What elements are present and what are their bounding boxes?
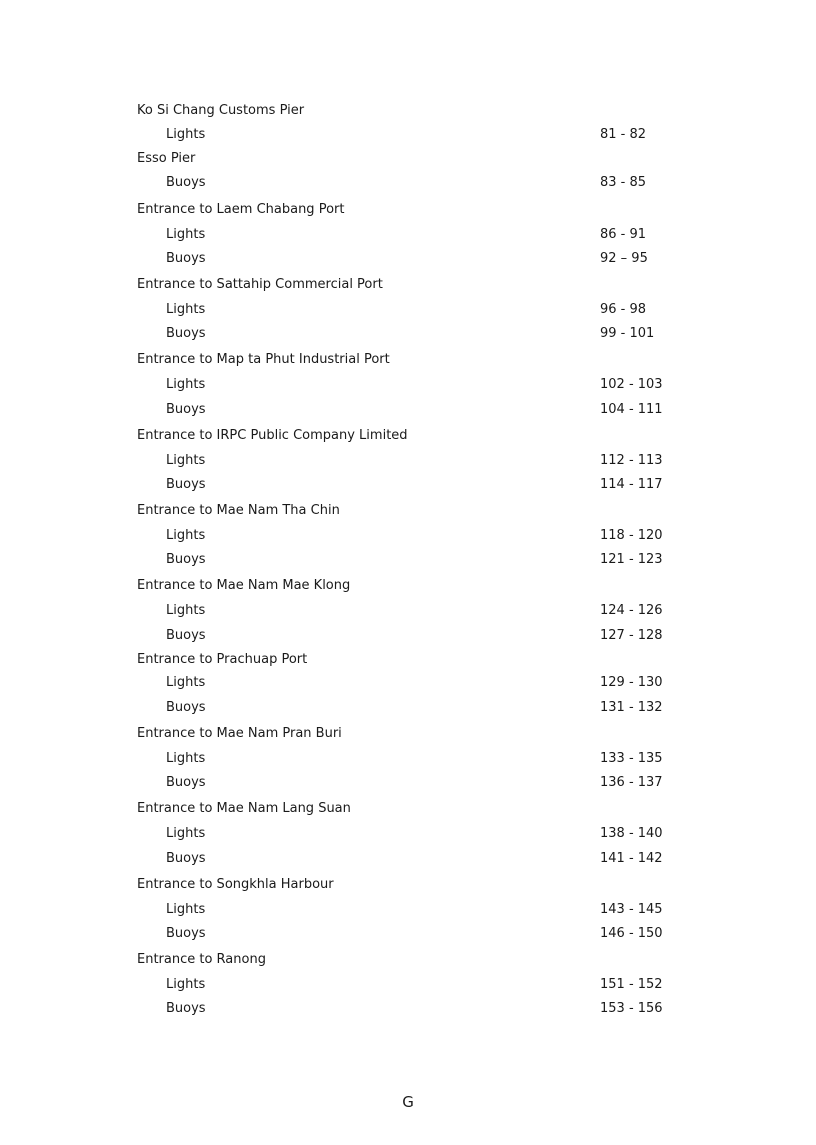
section-title: Entrance to Mae Nam Mae Klong <box>137 578 351 593</box>
section-title: Entrance to Mae Nam Pran Buri <box>137 726 342 741</box>
entry-label: Lights <box>166 453 206 468</box>
section-heading <box>0 500 816 522</box>
entry-label: Lights <box>166 826 206 841</box>
entry-label: Buoys <box>166 552 206 567</box>
section-title: Ko Si Chang Customs Pier <box>137 103 305 118</box>
entry-page-range: 143 - 145 <box>600 902 663 917</box>
section-heading <box>0 199 816 221</box>
entry-label: Buoys <box>166 326 206 341</box>
section-title: Entrance to Prachuap Port <box>137 652 308 667</box>
section-title: Entrance to Mae Nam Lang Suan <box>137 801 351 816</box>
section-heading <box>0 575 816 597</box>
entry-label: Buoys <box>166 1001 206 1016</box>
entry-label: Lights <box>166 902 206 917</box>
entry-label: Buoys <box>166 175 206 190</box>
section-title: Entrance to Mae Nam Tha Chin <box>137 503 340 518</box>
entry-label: Buoys <box>166 628 206 643</box>
section-title: Entrance to Songkhla Harbour <box>137 877 334 892</box>
entry-page-range: 112 - 113 <box>600 453 663 468</box>
section-title: Entrance to Laem Chabang Port <box>137 202 345 217</box>
index-entry <box>0 248 816 270</box>
entry-label: Lights <box>166 977 206 992</box>
entry-page-range: 131 - 132 <box>600 700 663 715</box>
entry-label: Buoys <box>166 851 206 866</box>
entry-page-range: 133 - 135 <box>600 751 663 766</box>
index-entry <box>0 549 816 571</box>
section-heading <box>0 798 816 820</box>
entry-page-range: 92 – 95 <box>600 251 648 266</box>
index-entry <box>0 172 816 194</box>
entry-label: Lights <box>166 127 206 142</box>
entry-label: Lights <box>166 377 206 392</box>
entry-page-range: 151 - 152 <box>600 977 663 992</box>
entry-label: Lights <box>166 603 206 618</box>
section-title: Entrance to Ranong <box>137 952 266 967</box>
entry-page-range: 99 - 101 <box>600 326 655 341</box>
entry-page-range: 114 - 117 <box>600 477 663 492</box>
index-entry <box>0 974 816 996</box>
section-heading <box>0 274 816 296</box>
index-entry <box>0 374 816 396</box>
entry-label: Buoys <box>166 251 206 266</box>
entry-page-range: 153 - 156 <box>600 1001 663 1016</box>
entry-page-range: 102 - 103 <box>600 377 663 392</box>
entry-page-range: 127 - 128 <box>600 628 663 643</box>
index-entry <box>0 625 816 647</box>
index-entry <box>0 224 816 246</box>
entry-page-range: 136 - 137 <box>600 775 663 790</box>
index-entry <box>0 772 816 794</box>
index-entry <box>0 998 816 1020</box>
entry-page-range: 83 - 85 <box>600 175 647 190</box>
entry-page-range: 96 - 98 <box>600 302 647 317</box>
entry-page-range: 118 - 120 <box>600 528 663 543</box>
index-entry <box>0 697 816 719</box>
section-heading <box>0 874 816 896</box>
section-heading <box>0 349 816 371</box>
section-heading <box>0 100 816 122</box>
index-entry <box>0 124 816 146</box>
entry-label: Lights <box>166 675 206 690</box>
page-number: G <box>402 1093 414 1111</box>
index-entry <box>0 823 816 845</box>
index-entry <box>0 399 816 421</box>
entry-page-range: 141 - 142 <box>600 851 663 866</box>
index-entry <box>0 848 816 870</box>
index-entry <box>0 474 816 496</box>
index-entry <box>0 525 816 547</box>
entry-page-range: 138 - 140 <box>600 826 663 841</box>
index-entry <box>0 672 816 694</box>
entry-label: Buoys <box>166 775 206 790</box>
entry-page-range: 124 - 126 <box>600 603 663 618</box>
section-heading <box>0 949 816 971</box>
entry-label: Buoys <box>166 700 206 715</box>
index-entry <box>0 899 816 921</box>
entry-label: Lights <box>166 227 206 242</box>
entry-page-range: 81 - 82 <box>600 127 647 142</box>
index-entry <box>0 600 816 622</box>
index-entry <box>0 923 816 945</box>
index-entry <box>0 748 816 770</box>
entry-page-range: 146 - 150 <box>600 926 663 941</box>
section-heading <box>0 723 816 745</box>
entry-page-range: 129 - 130 <box>600 675 663 690</box>
section-heading <box>0 649 816 671</box>
index-entry <box>0 450 816 472</box>
entry-label: Buoys <box>166 402 206 417</box>
index-entry <box>0 299 816 321</box>
section-heading <box>0 148 816 170</box>
entry-label: Buoys <box>166 477 206 492</box>
index-entry <box>0 323 816 345</box>
entry-page-range: 121 - 123 <box>600 552 663 567</box>
section-title: Entrance to Map ta Phut Industrial Port <box>137 352 390 367</box>
section-title: Esso Pier <box>137 151 196 166</box>
entry-page-range: 104 - 111 <box>600 402 663 417</box>
entry-label: Lights <box>166 302 206 317</box>
section-title: Entrance to Sattahip Commercial Port <box>137 277 383 292</box>
entry-page-range: 86 - 91 <box>600 227 647 242</box>
entry-label: Lights <box>166 528 206 543</box>
section-title: Entrance to IRPC Public Company Limited <box>137 428 408 443</box>
section-heading <box>0 425 816 447</box>
entry-label: Lights <box>166 751 206 766</box>
entry-label: Buoys <box>166 926 206 941</box>
